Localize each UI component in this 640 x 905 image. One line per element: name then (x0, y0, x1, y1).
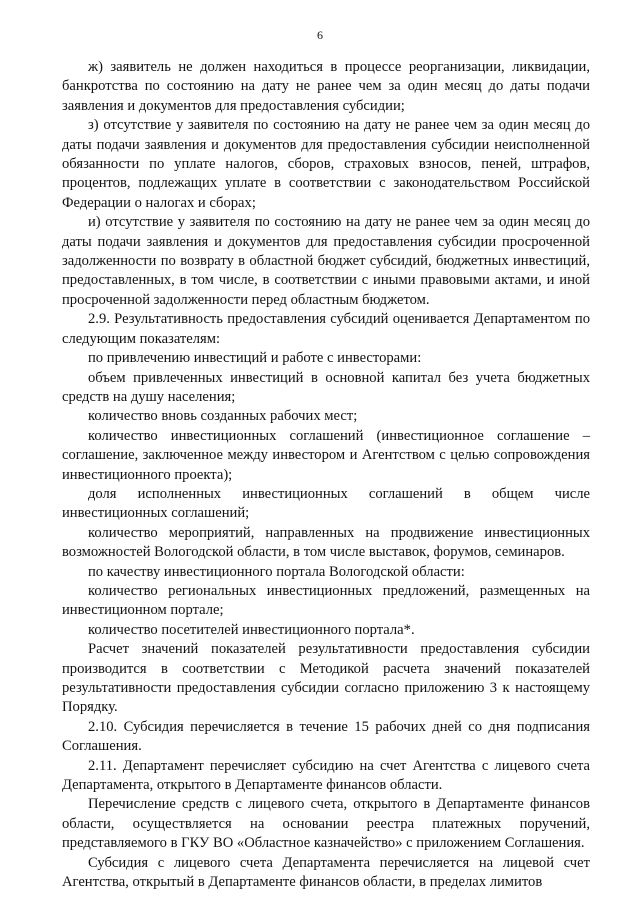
paragraph-calculation-method: Расчет значений показателей результативности предоставления субсидии производится в соответствии с Методикой расчета значений показателей результативности предоставления субсидии согласно приложению 3 к настоящему Порядку. (62, 641, 590, 716)
paragraph-investment-heading: по привлечению инвестиций и работе с инвесторами: (88, 350, 422, 367)
paragraph-regional-proposals: количество региональных инвестиционных предложений, размещенных на инвестиционном портале; (62, 582, 590, 619)
paragraph-executed-agreements: доля исполненных инвестиционных соглашений в общем числе инвестиционных соглашений; (62, 485, 590, 522)
paragraph-promotion-events: количество мероприятий, направленных на продвижение инвестиционных возможностей Вологодской области, в том числе выставок, форумов, семинаров. (62, 524, 590, 561)
paragraph-2-11-transfer-account: 2.11. Департамент перечисляет субсидию на счет Агентства с лицевого счета Департамента, открытого в Департаменте финансов области. (62, 757, 590, 794)
paragraph-zh-reorganization: ж) заявитель не должен находиться в процессе реорганизации, ликвидации, банкротства по состоянию на дату не ранее чем за один месяц до даты подачи заявления и документов для предоставления субсидии; (62, 59, 590, 114)
paragraph-z-tax-obligations: з) отсутствие у заявителя по состоянию на дату не ранее чем за один месяц до даты подачи заявления и документов для предоставления субсидии неисполненной обязанности по уплате налогов, сборов, страховых взносов, пеней, штрафов, процентов, подлежащих уплате в соответствии с законодательством Российской Федерации о налогах и сборах; (62, 117, 590, 211)
page-number: 6 (317, 28, 323, 42)
paragraph-investment-volume: объем привлеченных инвестиций в основной капитал без учета бюджетных средств на душу населения; (62, 369, 590, 405)
paragraph-new-jobs: количество вновь созданных рабочих мест; (88, 408, 358, 425)
document-body (62, 58, 590, 892)
paragraph-subsidy-limits: Субсидия с лицевого счета Департамента перечисляется на лицевой счет Агентства, открытый в Департаменте финансов области, в пределах лимитов (62, 854, 590, 891)
paragraph-payment-registry: Перечисление средств с лицевого счета, открытого в Департаменте финансов области, осуществляется на основании реестра платежных поручений, представляемого в ГКУ ВО «Областное казначейство» с приложением Соглашения. (62, 796, 590, 852)
paragraph-portal-quality-heading: по качеству инвестиционного портала Вологодской области: (88, 563, 465, 580)
paragraph-i-overdue-debt: и) отсутствие у заявителя по состоянию на дату не ранее чем за один месяц до даты подачи заявления и документов для предоставления субсидии просроченной задолженности по возврату в областной бюджет субсидий, бюджетных инвестиций, предоставленных, в том числе, в соответствии с иными правовыми актами, и иной просроченной задолженности перед областным бюджетом. (62, 214, 590, 308)
paragraph-investment-agreements: количество инвестиционных соглашений (инвестиционное соглашение – соглашение, заключенное между инвестором и Агентством с целью сопровождения инвестиционного проекта); (62, 427, 590, 483)
paragraph-2-9-performance: 2.9. Результативность предоставления субсидий оценивается Департаментом по следующим показателям: (62, 311, 590, 347)
paragraph-2-10-transfer-timing: 2.10. Субсидия перечисляется в течение 15 рабочих дней со дня подписания Соглашения. (62, 718, 590, 755)
paragraph-portal-visitors: количество посетителей инвестиционного портала*. (88, 621, 415, 638)
